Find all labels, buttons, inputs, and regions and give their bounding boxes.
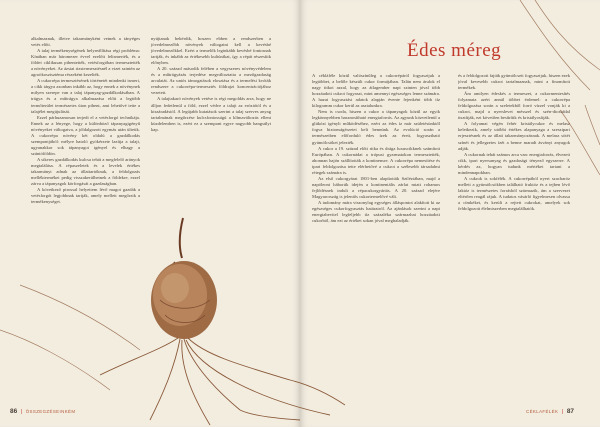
left-page-number: 86	[10, 408, 18, 415]
paragraph: A 20. század második felében a vegyszeres növényvédelem és a műtrágyázás terjedése megváltoztatta a mezőgazdaság arculatát. Az uniós támogatások elosztása és a termelési kvóták rendszere a cukorrépa-termesztés földrajzi koncentrációjához vezetett.	[151, 66, 271, 96]
paragraph: A tudomány mára viszonylag egységes álláspontot alakított ki az egészséges cukorfogyasztás határairól. Az ajánlások szerint a napi energiabevitel legfeljebb tíz százaléka származhat hozzáadott cukorból, ám ezt az értéket sokan jóval meghaladják.	[312, 199, 440, 224]
paragraph: A cukornak tehát számos arca van: energiaforrás, élvezeti cikk, ipari nyersanyag és gazdasági tényező egyszerre. A kérdés az, hogyan tudunk mértéket tartani a mindennapokban.	[458, 151, 570, 175]
paragraph: A folyamat végén fehér kristálycukor és melasz keletkezik, amely utóbbi értékes alapanyaga a szeszipari erjesztésnek és az állati takarmányozásnak. A melasz sötét színét és jellegzetes ízét a benne maradt ásványi anyagok adják.	[458, 121, 570, 151]
paragraph: Nem is csoda, hiszen a cukor a tápanyagok közül az egyik legkönnyebben hasznosítható energiaforrás. Az agyunk közvetlenül a glükózt igényli működéséhez, ezért az édes íz már születésünktől fogva biztonságérzetet kelt bennünk. Az evolúció során a természetben előforduló édes ízek az érett, fogyasztható gyümölcsöket jelezték.	[312, 109, 440, 145]
paragraph: A talaj termékenységének helyreállítása régi probléma: Kínában már háromezer évvel ezelőtt felismerték, és a földet ciklikusan pihentették, vetésforgóban termesztették a növényeket. Az ázsiai rizstermesztésnél a vizet szintén az agroökoszisztéma részeként kezelték.	[31, 48, 140, 78]
right-page	[300, 0, 600, 427]
folio-separator-right: |	[561, 409, 564, 415]
left-page-column-1	[31, 36, 140, 401]
paragraph: A következő pirossal helyettem lévő magot gazdák a vetésforgót legjobbnak tartják, amely mellett megőrzik a termékenységet.	[31, 187, 140, 205]
paragraph: Ezzel párhuzamosan terjedt el a vetésforgó technikája. Ennek az a lényege, hogy a különböző tápanyagigényű növényeket váltogatva, a jóldalgozott egymás után ültetik. A cukorrépa növény két oldalú a gazdálkodás szempontjából: mélyre hatoló gyökérzete lazítja a talajt, ugyanakkor sok tápanyagot igényel és elhagy a szántóföldön.	[31, 114, 140, 156]
paragraph: A sikeres gazdálkodás kulcsa tehát a megfelelő arányok megtalálása. A répaszeletek és a levelek értékes takarmányt adnak az állattartóknak, a feldolgozás melléktermékei pedig visszakerülhetnek a földekre, ezzel zárva a tápanyagok körforgását a gazdaságban.	[31, 156, 140, 187]
right-folio	[526, 408, 574, 415]
paragraph: A cukrok is sokfélék. A cukorrépából nyert szacharóz mellett a gyümölcsökben található fruktóz és a tejben lévő laktóz is természetes forrásból származik, ám a szervezet eltérően reagál rájuk. A tudatos vásárló figyelmesen olvassa a címkéket, és kerüli a rejtett cukrokat, amelyek sok feldolgozott élelmiszerben megtalálhatók.	[458, 175, 570, 212]
paragraph: A talajtakaró növények vetése is régi megoldás arra, hogy ne álljon fedetlenül a föld, ezzel védve a talajt az eróziótól és a kiszáradástól. A legújabb kutatások szerint a talaj szerves anyag tartalmának megőrzése kulcsfontosságú a klímaváltozás elleni küzdelemben is, ezért ez a szempont egyre nagyobb hangsúlyt kap.	[151, 96, 271, 132]
paragraph: nyújtanak bekérdik, hoszen ebben a rendszerben a jövedelmezőbb növények váltogatni kell a kevésbé jövedelmezőkkel. Ezért a termelők leginkább kevésbé fontosnak tartják, és inkább az értékesebb kultúrákat, így a répát részesítik előnyben.	[151, 36, 271, 66]
folio-separator: |	[20, 409, 23, 415]
left-section-name: ÖSSZEGZÉSEINKÉM	[25, 409, 76, 414]
paragraph: Az első cukorgyárat 1801-ben alapították Sziléziában, majd a napóleoni háborúk idején a kontinentális zárlat miatt rohamos fejlődésnek indult a répacukorgyártás. A 20. század elejére Magyarország is jelentős cukortermelővé vált.	[312, 175, 440, 199]
left-folio	[10, 408, 75, 415]
paragraph: A cukor a 19. század előtt ritka és drága luxuscikknek számított Európában. A cukornádat a trópusi gyarmatokon termesztették, ahonnan hajón szállították a kontinensre. A cukorrépa nemesítése és ipari feldolgozása tette elérhetővé a cukrot a szélesebb társadalmi rétegek számára is.	[312, 145, 440, 175]
right-page-column-1	[312, 73, 440, 408]
left-page-column-2	[151, 36, 271, 166]
right-page-number: 87	[566, 408, 575, 415]
paragraph: Ám amilyen édeskés a termeszet, a cukormentesítés folyamata azért annál többet érdemel: a cukorrépa feldolgozása során a szeletekből forró vízzel vonják ki a cukrot, majd a nyerslevet mésszel és szén-dioxiddal tisztítják, ezt követően besűrítik és kristályosítják.	[458, 91, 570, 121]
paragraph: A cukorrépa termesztésének történetét mindenki ismeri, a cikk tárgya azonban inkább az, hogy ennek a növénynek milyen szerepe van a talaj tápanyag-gazdálkodásában. A trágya és a műtrágya alkalmazása előtt a legtöbb termőterület természetes úton pihent, ami lehetővé tette a talajélet megújulását.	[31, 78, 140, 114]
right-page-column-2	[458, 73, 570, 373]
article-title: Édes méreg	[407, 40, 502, 61]
right-section-name: CÉKLAFÉLÉK	[526, 409, 559, 414]
paragraph: és a feldolgozott fajták gyümölcseit fogyasztjuk, hiszen ezek jóval kevesebb cukrot tartalmaznak, mint a finomított termékek.	[458, 73, 570, 91]
paragraph: alkalmaznak, illetve takarmányként vetnek a tányéges vetés előtt.	[31, 36, 140, 48]
paragraph: A cékláféle közül valószínűleg a cukorrépáról fogyasztjuk a legtöbbet, a belőle készült cukor formájában. Talán nem árulok el nagy titkot azzal, hogy az átlagember napi szinten jóval több hozzáadott cukrot fogyaszt, mint amennyi egészséges lenne számára. A hazai fogyasztási adatok alapján évente fejenként több tíz kilogramm cukor kerül az asztalunkra.	[312, 73, 440, 109]
